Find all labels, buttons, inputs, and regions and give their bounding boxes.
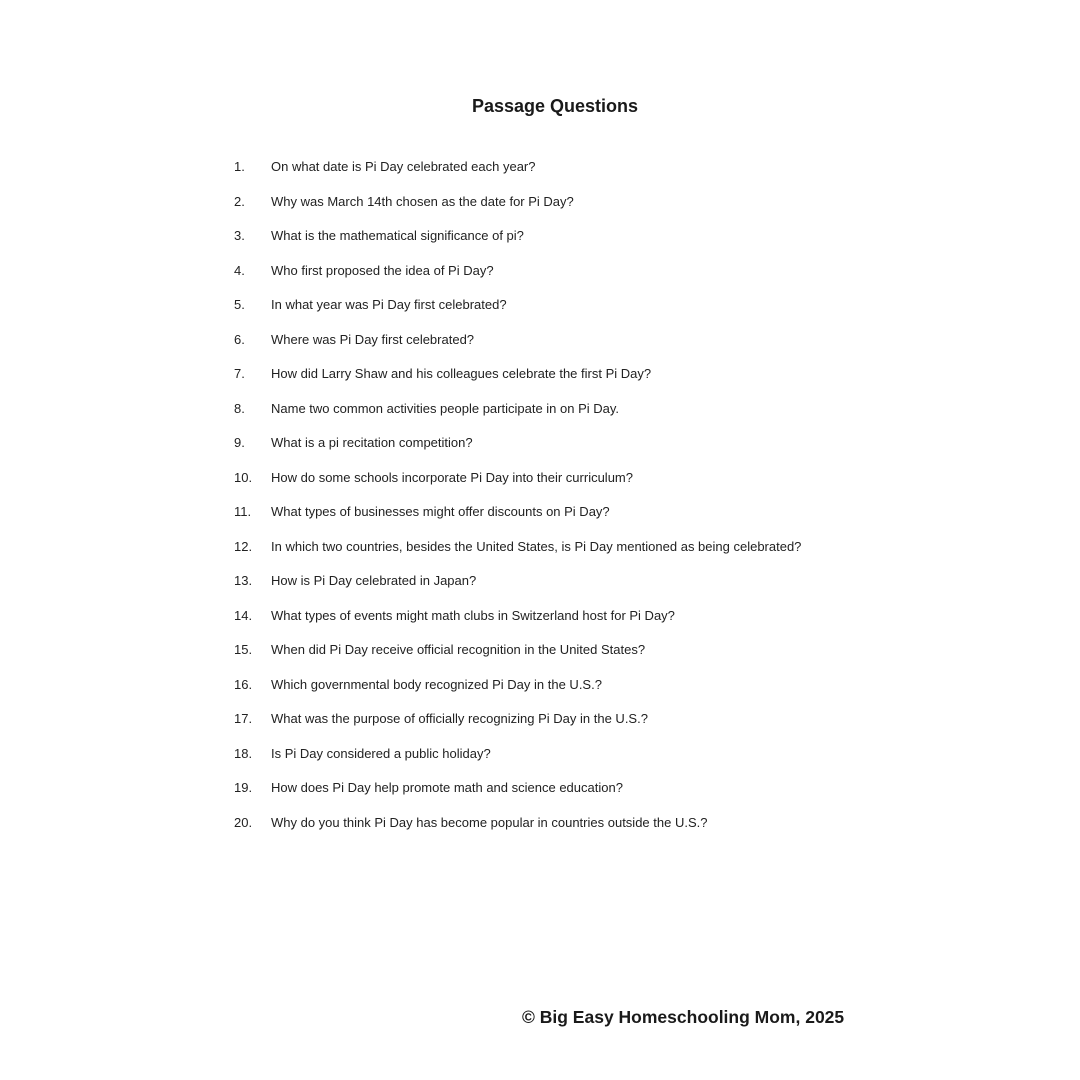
question-number: 16. [234, 676, 253, 692]
question-item [234, 469, 834, 487]
question-item [234, 641, 834, 659]
question-text: Is Pi Day considered a public holiday? [271, 745, 491, 761]
question-text: Why do you think Pi Day has become popular in countries outside the U.S.? [271, 814, 708, 830]
copyright-notice: © Big Easy Homeschooling Mom, 2025 [522, 1007, 845, 1027]
question-text: How do some schools incorporate Pi Day into their curriculum? [271, 469, 633, 485]
question-item [234, 331, 834, 349]
question-text: How does Pi Day help promote math and science education? [271, 780, 623, 795]
question-number: 2. [234, 193, 245, 209]
question-item [234, 193, 834, 211]
question-item [234, 400, 834, 418]
question-item [234, 710, 834, 728]
question-item [234, 745, 834, 763]
question-item [234, 814, 834, 832]
question-number: 12. [234, 538, 253, 554]
question-number: 20. [234, 814, 253, 830]
question-item [234, 538, 834, 556]
question-number: 1. [234, 159, 245, 174]
question-number: 7. [234, 366, 245, 381]
question-item [234, 227, 834, 245]
question-text: What is a pi recitation competition? [271, 435, 473, 450]
question-list [234, 158, 834, 848]
question-item [234, 503, 834, 521]
question-number: 13. [234, 573, 253, 588]
question-number: 18. [234, 745, 253, 761]
question-item [234, 434, 834, 452]
question-text: Which governmental body recognized Pi Day in the U.S.? [271, 676, 602, 692]
question-item [234, 572, 834, 590]
question-text: Who first proposed the idea of Pi Day? [271, 262, 494, 278]
question-number: 10. [234, 469, 253, 485]
question-item [234, 607, 834, 625]
question-number: 5. [234, 297, 245, 312]
question-item [234, 779, 834, 797]
question-item [234, 158, 834, 176]
question-number: 17. [234, 711, 253, 726]
question-text: How is Pi Day celebrated in Japan? [271, 573, 477, 588]
question-text: Why was March 14th chosen as the date for Pi Day? [271, 193, 574, 209]
question-number: 11. [234, 504, 252, 519]
question-text: What types of businesses might offer discounts on Pi Day? [271, 504, 610, 519]
question-text: What types of events might math clubs in Switzerland host for Pi Day? [271, 607, 675, 623]
question-number: 15. [234, 642, 253, 657]
question-number: 8. [234, 400, 245, 416]
question-item [234, 365, 834, 383]
question-text: Name two common activities people participate in on Pi Day. [271, 400, 620, 416]
question-item [234, 296, 834, 314]
question-text: Where was Pi Day first celebrated? [271, 331, 475, 347]
question-text: How did Larry Shaw and his colleagues celebrate the first Pi Day? [271, 366, 652, 381]
question-text: In what year was Pi Day first celebrated? [271, 297, 507, 312]
question-text: On what date is Pi Day celebrated each year? [271, 159, 536, 174]
question-number: 19. [234, 780, 253, 795]
question-number: 6. [234, 331, 245, 347]
question-text: In which two countries, besides the United States, is Pi Day mentioned as being celebrated? [271, 538, 802, 554]
question-item [234, 676, 834, 694]
question-number: 3. [234, 228, 245, 243]
question-text: When did Pi Day receive official recognition in the United States? [271, 642, 646, 657]
question-text: What was the purpose of officially recognizing Pi Day in the U.S.? [271, 711, 648, 726]
question-number: 9. [234, 435, 245, 450]
question-number: 4. [234, 262, 245, 278]
page-title: Passage Questions [471, 96, 639, 116]
question-item [234, 262, 834, 280]
question-text: What is the mathematical significance of pi? [271, 228, 524, 243]
question-number: 14. [234, 607, 253, 623]
